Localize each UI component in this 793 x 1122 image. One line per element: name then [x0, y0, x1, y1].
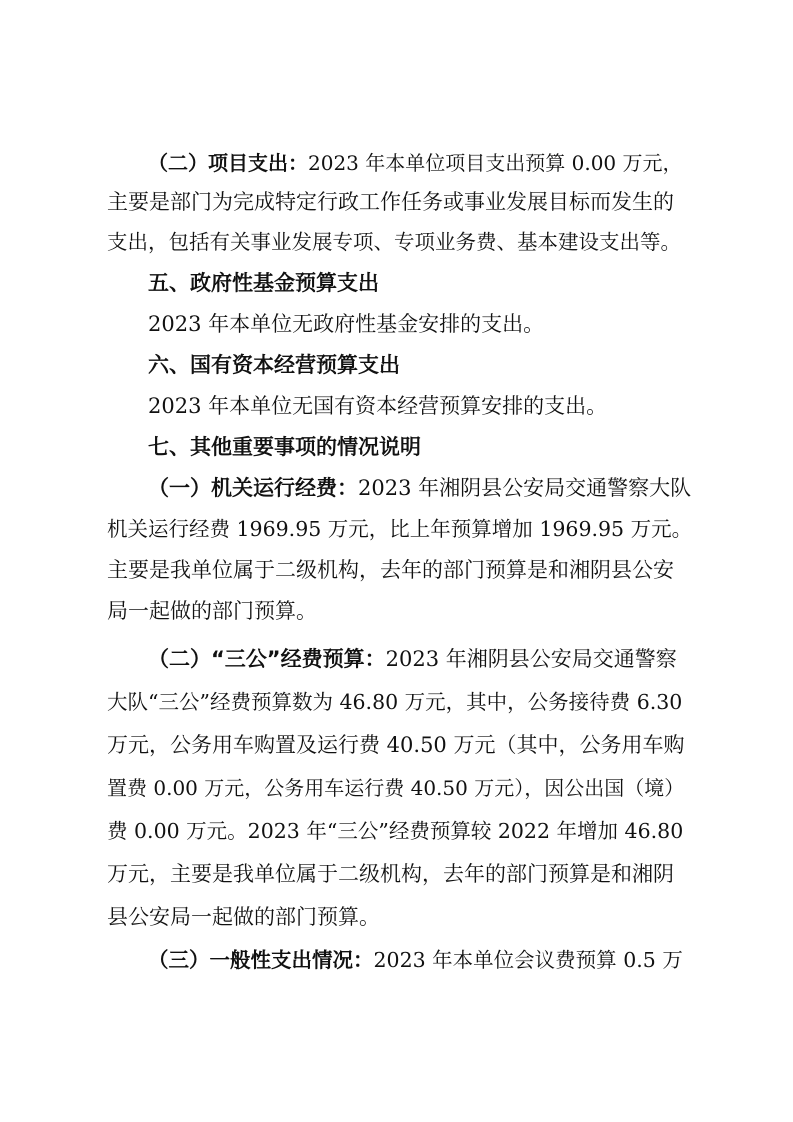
three-public-line-5: 费 0.00 万元。2023 年“三公”经费预算较 2022 年增加 46.80	[107, 819, 684, 843]
three-public-line-2: 大队“三公”经费预算数为 46.80 万元，其中，公务接待费 6.30	[107, 690, 683, 714]
general-expense-text: 2023 年本单位会议费预算 0.5 万	[373, 948, 683, 972]
three-public-line-1	[148, 649, 677, 670]
operating-expense-line-3: 主要是我单位属于二级机构，去年的部门预算是和湘阴县公安	[107, 558, 674, 582]
three-public-text: 2023 年湘阴县公安局交通警察	[385, 647, 677, 671]
gov-fund-heading: 五、政府性基金预算支出	[148, 271, 379, 295]
general-expense-heading: （三）一般性支出情况：	[148, 948, 374, 972]
project-expense-line-3: 支出，包括有关事业发展专项、专项业务费、基本建设支出等。	[107, 230, 681, 254]
operating-expense-text: 2023 年湘阴县公安局交通警察大队	[358, 476, 692, 500]
state-capital-body: 2023 年本单位无国有资本经营预算安排的支出。	[148, 394, 608, 418]
project-expense-line-2: 主要是部门为完成特定行政工作任务或事业发展目标而发生的	[107, 190, 674, 214]
operating-expense-line-4: 局一起做的部门预算。	[107, 599, 317, 623]
gov-fund-body: 2023 年本单位无政府性基金安排的支出。	[148, 312, 545, 336]
project-expense-line-1	[148, 153, 683, 173]
operating-expense-line-2: 机关运行经费 1969.95 万元，比上年预算增加 1969.95 万元。	[107, 517, 693, 541]
operating-expense-line-1	[148, 478, 691, 499]
project-expense-text: 2023 年本单位项目支出预算 0.00 万元，	[308, 151, 683, 175]
three-public-line-6: 万元，主要是我单位属于二级机构，去年的部门预算是和湘阴	[107, 862, 674, 886]
three-public-heading: （二）“三公”经费预算：	[148, 647, 386, 671]
operating-expense-heading: （一）机关运行经费：	[148, 476, 358, 500]
state-capital-heading: 六、国有资本经营预算支出	[148, 353, 400, 377]
three-public-line-7: 县公安局一起做的部门预算。	[107, 905, 380, 929]
three-public-line-3: 万元，公务用车购置及运行费 40.50 万元（其中，公务用车购	[107, 733, 685, 757]
other-items-heading: 七、其他重要事项的情况说明	[148, 435, 421, 459]
general-expense-line-1	[148, 950, 683, 971]
project-expense-heading: （二）项目支出：	[148, 151, 308, 175]
three-public-line-4: 置费 0.00 万元，公务用车运行费 40.50 万元），因公出国（境）	[107, 776, 685, 800]
